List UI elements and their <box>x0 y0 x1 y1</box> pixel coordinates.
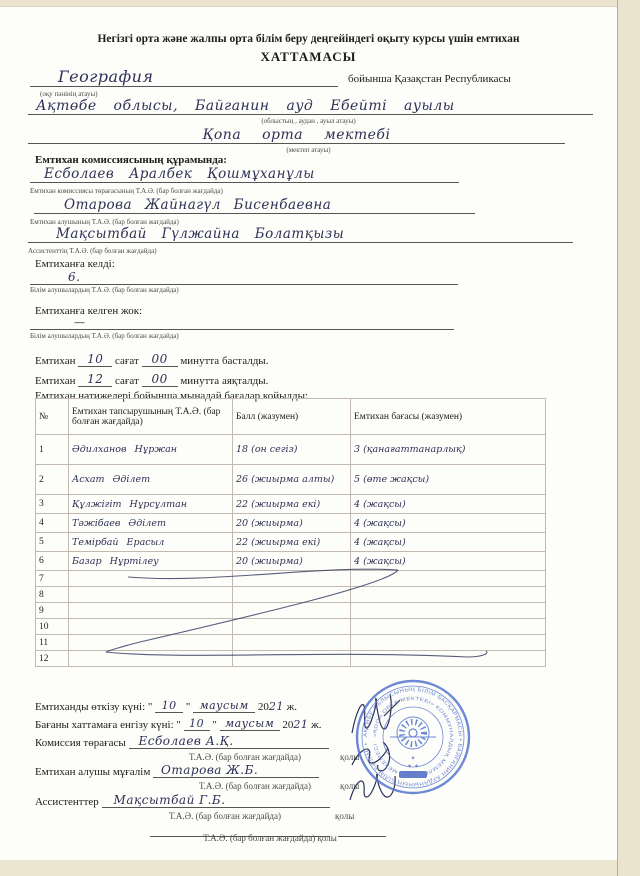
assistants-handwritten-name: Мақсытбай Г.Б. <box>102 793 330 808</box>
table-row <box>36 571 546 587</box>
record-date-label: Бағаны хаттамаға енгізу күні: " <box>35 719 181 731</box>
document-title-line1: Негізгі орта және жалпы орта білім беру деңгейіндегі оқыту курсы үшін емтихан <box>97 33 520 45</box>
present-caption: Білім алушылардың Т.А.Ә. (бар болған жағдайда) <box>30 286 179 294</box>
end-prefix: Емтихан <box>35 375 76 387</box>
cell-name <box>69 587 233 603</box>
record-date-suffix: ж. <box>311 719 322 731</box>
cell-score <box>233 603 351 619</box>
examiner-sign-label: қолы <box>340 781 360 791</box>
start-suffix: минутта басталды. <box>180 355 269 367</box>
document-page <box>0 6 617 861</box>
examiner-caption: Т.А.Ә. (бар болған жағдайда) <box>199 781 311 791</box>
cell-name: Асхат Әділет <box>69 465 233 495</box>
cell-num: 5 <box>36 533 69 552</box>
cell-score <box>233 635 351 651</box>
table-row <box>36 587 546 603</box>
table-row <box>36 514 546 533</box>
subject-caption: (оқу пәнінің атауы) <box>40 90 98 98</box>
record-date-mid: " <box>212 719 217 731</box>
present-label: Емтиханға келді: <box>35 258 115 270</box>
cell-grade <box>351 635 546 651</box>
school-caption: (мектеп атауы) <box>286 146 331 154</box>
chairman-signature-line <box>35 734 329 749</box>
location-handwritten-value: Ақтөбе облысы, Байганин ауд Ебейті ауылы <box>28 98 593 115</box>
cell-num: 9 <box>36 603 69 619</box>
cell-num: 6 <box>36 552 69 571</box>
cell-score: 18 (он сегіз) <box>233 435 351 465</box>
scanner-background-bottom <box>0 860 617 876</box>
stamp-ring-text-outer: АҚТӨБЕ ОБЛЫСЫНЫҢ БІЛІМ БАСҚАРМАСЫ • БАЙҒАНИН АУДАНЫНЫҢ БІЛІМ БӨЛІМІ • <box>362 686 464 788</box>
commission-chairman-line <box>30 165 459 183</box>
cell-name: Тәжібаев Әділет <box>69 514 233 533</box>
school-handwritten-value: Қопа орта мектебі <box>28 127 565 144</box>
cell-name: Әдилханов Нұржан <box>69 435 233 465</box>
absent-caption: Білім алушылардың Т.А.Ә. (бар болған жағдайда) <box>30 332 179 340</box>
examiner-label: Емтихан алушы мұғалім <box>35 766 151 778</box>
cell-score <box>233 571 351 587</box>
header-score: Балл (жазумен) <box>233 399 351 435</box>
cell-score: 26 (жиырма алты) <box>233 465 351 495</box>
header-num: № <box>36 399 69 435</box>
present-handwritten-value: 6. <box>30 270 458 285</box>
cell-score <box>233 587 351 603</box>
cell-score: 22 (жиырма екі) <box>233 495 351 514</box>
exam-date-month-handwritten: маусым <box>193 699 255 713</box>
results-table-body <box>36 435 546 667</box>
cell-score: 22 (жиырма екі) <box>233 533 351 552</box>
chairman-label: Комиссия төрағасы <box>35 737 126 749</box>
table-row <box>36 552 546 571</box>
cell-score: 20 (жиырма) <box>233 552 351 571</box>
assistants-label: Ассистенттер <box>35 796 99 808</box>
chairman-handwritten-name: Есболаев А.Қ. <box>129 734 329 749</box>
present-line <box>30 267 458 285</box>
cell-score <box>233 651 351 667</box>
table-row <box>36 435 546 465</box>
cell-grade <box>351 587 546 603</box>
cell-grade <box>351 651 546 667</box>
table-row <box>36 495 546 514</box>
school-line <box>28 126 565 144</box>
table-row <box>36 651 546 667</box>
cell-name <box>69 571 233 587</box>
record-date-year-handwritten: 21 <box>293 718 309 731</box>
subject-line <box>30 67 511 87</box>
cell-num: 2 <box>36 465 69 495</box>
cell-num: 4 <box>36 514 69 533</box>
exam-date-suffix: ж. <box>286 701 297 713</box>
absent-line <box>30 312 454 330</box>
cell-num: 1 <box>36 435 69 465</box>
start-min-handwritten: 00 <box>142 352 178 367</box>
commission-assistant-line <box>28 225 573 243</box>
commission-examiner-value: Отарова Жайнагүл Бисенбаевна <box>34 197 475 214</box>
cell-score: 20 (жиырма) <box>233 514 351 533</box>
exam-date-line <box>35 699 297 713</box>
commission-chairman-caption: Емтихан комиссиясы төрағасының Т.А.Ә. (бар болған жағдайда) <box>30 187 223 195</box>
cell-name: Құлжігіт Нұрсұлтан <box>69 495 233 514</box>
table-row <box>36 465 546 495</box>
end-min-handwritten: 00 <box>142 372 178 387</box>
absent-handwritten-value: — <box>30 316 454 330</box>
header-name: Емтихан тапсырушының Т.А.Ә. (бар болған жағдайда) <box>69 399 233 435</box>
examiner-signature-line <box>35 763 319 778</box>
end-mid: сағат <box>115 375 139 387</box>
results-table <box>35 398 546 667</box>
table-row <box>36 603 546 619</box>
start-hour-handwritten: 10 <box>78 352 112 367</box>
end-hour-handwritten: 12 <box>78 372 112 387</box>
cell-grade: 4 (жақсы) <box>351 533 546 552</box>
scanner-background-right <box>617 0 640 876</box>
table-row <box>36 533 546 552</box>
exam-date-label: Емтиханды өткізу күні: " <box>35 701 153 713</box>
examiner-handwritten-name: Отарова Ж.Б. <box>153 763 319 778</box>
cell-num: 11 <box>36 635 69 651</box>
chairman-sign-label: қолы <box>340 752 360 762</box>
cell-grade <box>351 571 546 587</box>
subject-suffix-label: бойынша Қазақстан Республикасы <box>348 73 511 85</box>
cell-grade <box>351 619 546 635</box>
start-mid: сағат <box>115 355 139 367</box>
table-row <box>36 635 546 651</box>
location-line <box>28 97 593 115</box>
cell-num: 10 <box>36 619 69 635</box>
header-grade: Емтихан бағасы (жазумен) <box>351 399 546 435</box>
cell-num: 7 <box>36 571 69 587</box>
results-heading: Емтихан нәтижелері бойынша мынадай бағалар койылды: <box>35 390 309 402</box>
cell-name <box>69 619 233 635</box>
exam-date-day-handwritten: 10 <box>155 699 183 713</box>
cell-num: 3 <box>36 495 69 514</box>
location-caption: (облыстың , аудан , ауыл атауы) <box>261 117 356 125</box>
cell-name <box>69 651 233 667</box>
commission-heading: Емтихан комиссиясының құрамында: <box>35 154 227 166</box>
exam-date-year-handwritten: 21 <box>268 700 284 713</box>
assistants-signature-line <box>35 793 330 808</box>
cell-num: 8 <box>36 587 69 603</box>
subject-handwritten-value: География <box>30 67 338 87</box>
start-prefix: Емтихан <box>35 355 76 367</box>
results-table-header <box>36 399 546 435</box>
cell-num: 12 <box>36 651 69 667</box>
exam-date-mid: " <box>185 701 191 713</box>
commission-assistant-value: Мақсытбай Гүлжайна Болатқызы <box>28 226 573 243</box>
final-caption: Т.А.Ә. (бар болған жағдайда) қолы <box>203 833 337 843</box>
cell-grade: 4 (жақсы) <box>351 495 546 514</box>
record-date-line <box>35 717 322 731</box>
commission-assistant-caption: Ассистенттің Т.А.Ә. (бар болған жағдайда) <box>28 247 157 255</box>
record-date-month-handwritten: маусым <box>220 717 280 731</box>
cell-grade: 3 (қанағаттанарлық) <box>351 435 546 465</box>
assistants-caption: Т.А.Ә. (бар болған жағдайда) <box>169 811 281 821</box>
cell-name <box>69 635 233 651</box>
cell-grade <box>351 603 546 619</box>
commission-examiner-caption: Емтихан алушының Т.А.Ә. (бар болған жағдайда) <box>30 218 179 226</box>
cell-score <box>233 619 351 635</box>
cell-name <box>69 603 233 619</box>
stamp-ring-text-inner: «ҚОПА ОРТА МЕКТЕБІ» КОММУНАЛДЫҚ МЕМЛЕКЕТТІК МЕКЕМЕСІ <box>372 696 454 778</box>
start-time-line <box>35 352 268 367</box>
chairman-caption: Т.А.Ә. (бар болған жағдайда) <box>189 752 301 762</box>
assistants-sign-label: қолы <box>335 811 355 821</box>
stamp-stars: ✶ <box>410 755 416 762</box>
absent-label: Емтиханға келген жок: <box>35 305 143 317</box>
end-time-line <box>35 372 268 387</box>
cell-grade: 5 (өте жақсы) <box>351 465 546 495</box>
table-row <box>36 619 546 635</box>
cell-name: Темірбай Ерасыл <box>69 533 233 552</box>
commission-examiner-line <box>34 196 475 214</box>
cell-grade: 4 (жақсы) <box>351 552 546 571</box>
cell-name: Базар Нұртілеу <box>69 552 233 571</box>
commission-chairman-value: Есболаев Аралбек Қошмұханұлы <box>30 166 459 183</box>
record-date-year-prefix: 20 <box>282 719 294 731</box>
end-suffix: минутта аяқталды. <box>180 375 269 387</box>
cell-grade: 4 (жақсы) <box>351 514 546 533</box>
record-date-day-handwritten: 10 <box>184 717 210 731</box>
stamp-stars-2: ✶ ✶ <box>407 763 419 770</box>
document-title-line2: ХАТТАМАСЫ <box>260 49 357 64</box>
exam-date-year-prefix: 20 <box>257 701 269 713</box>
